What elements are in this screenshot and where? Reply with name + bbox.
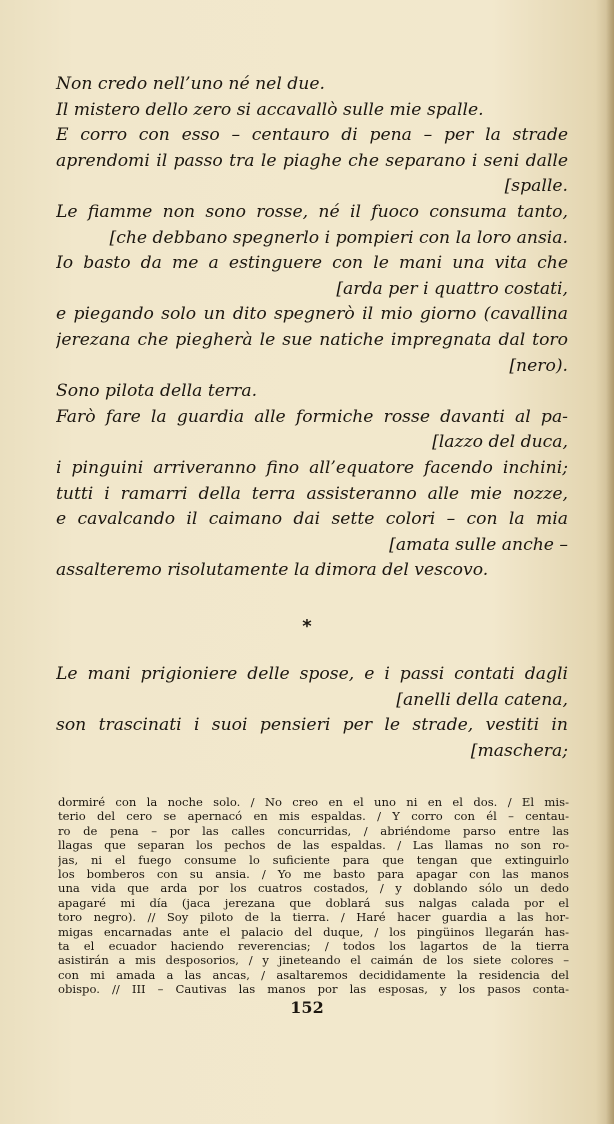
note-line: llagas que separan los pechos de las espaldas. / Las llamas no son ro- [58, 838, 569, 853]
poem-line-turnover: [nero). [509, 355, 568, 376]
poem-line: Sono pilota della terra. [56, 381, 258, 402]
poem-line-turnover: [anelli della catena, [396, 689, 568, 710]
poem-line: e cavalcando il caimano dai sette colori – con la mia [56, 509, 568, 530]
note-line: los bomberos con su ansia. / Yo me basto para apagar con las manos [58, 866, 569, 881]
poem-line-turnover: [lazzo del duca, [432, 432, 568, 453]
poem-line: Le fiamme non sono rosse, né il fuoco consuma tanto, [56, 201, 568, 222]
note-line: apagaré mi día (jaca jerezana que doblará sus nalgas calada por el [58, 895, 569, 910]
poem-line: E corro con esso – centauro di pena – per la strade [56, 125, 568, 146]
poem-line-turnover: [amata sulle anche – [389, 534, 568, 555]
translation-note [58, 795, 569, 996]
poem-line-turnover: [che debbano spegnerlo i pompieri con la loro ansia. [109, 227, 568, 248]
poem-block-2 [56, 662, 568, 764]
poem-line: tutti i ramarri della terra assisteranno alle mie nozze, [56, 483, 568, 504]
poem-line: Io basto da me a estinguere con le mani una vita che [56, 253, 568, 274]
note-line: migas encarnadas ante el palacio del duque, / los pingüinos llegarán has- [58, 924, 569, 939]
note-line: toro negro). // Soy piloto de la tierra. / Haré hacer guardia a las hor- [58, 910, 569, 925]
note-line: con mi amada a las ancas, / asaltaremos decididamente la residencia del [58, 967, 569, 982]
note-line: terio del cero se apernacó en mis espaldas. / Y corro con él – centau- [58, 809, 569, 824]
poem-line-turnover: [spalle. [504, 176, 568, 197]
page-edge-shadow [606, 0, 614, 1124]
poem-line: Farò fare la guardia alle formiche rosse davanti al pa- [56, 406, 568, 427]
poem-block [56, 72, 568, 584]
note-line: ro de pena – por las calles concurridas, / abriéndome parso entre las [58, 823, 569, 838]
section-separator: * [302, 616, 312, 637]
poem-line: son trascinati i suoi pensieri per le strade, vestiti in [56, 715, 568, 736]
poem-line: aprendomi il passo tra le piaghe che separano i seni dalle [56, 150, 568, 171]
poem-line-turnover: [maschera; [470, 740, 568, 761]
poem-line: Le mani prigioniere delle spose, e i passi contati dagli [56, 664, 568, 684]
poem-line: Il mistero dello zero si accavallò sulle mie spalle. [56, 99, 484, 120]
poem-line: jerezana che piegherà le sue natiche impregnata dal toro [56, 329, 568, 350]
poem-line: Non credo nell’uno né nel due. [56, 74, 326, 94]
note-line: obispo. // III – Cautivas las manos por las esposas, y los pasos conta- [58, 982, 569, 997]
poem-line-turnover: [arda per i quattro costati, [336, 278, 568, 299]
poem-line: i pinguini arriveranno fino all’equatore facendo inchini; [56, 457, 568, 478]
note-line: asistirán a mis desposorios, / y jineteando el caimán de los siete colores – [58, 953, 569, 968]
note-line: jas, ni el fuego consume lo suficiente para que tengan que extinguirlo [58, 852, 569, 867]
poem-line: e piegando solo un dito spegnerò il mio giorno (cavallina [56, 304, 568, 325]
poem-line: assalteremo risolutamente la dimora del vescovo. [56, 560, 489, 581]
note-line: una vida que arda por los cuatros costados, / y doblando sólo un dedo [58, 881, 569, 896]
note-line: dormiré con la noche solo. / No creo en el uno ni en el dos. / El mis- [58, 795, 569, 809]
note-line: ta el ecuador haciendo reverencias; / todos los lagartos de la tierra [58, 938, 569, 953]
page-number: 152 [290, 998, 324, 1017]
